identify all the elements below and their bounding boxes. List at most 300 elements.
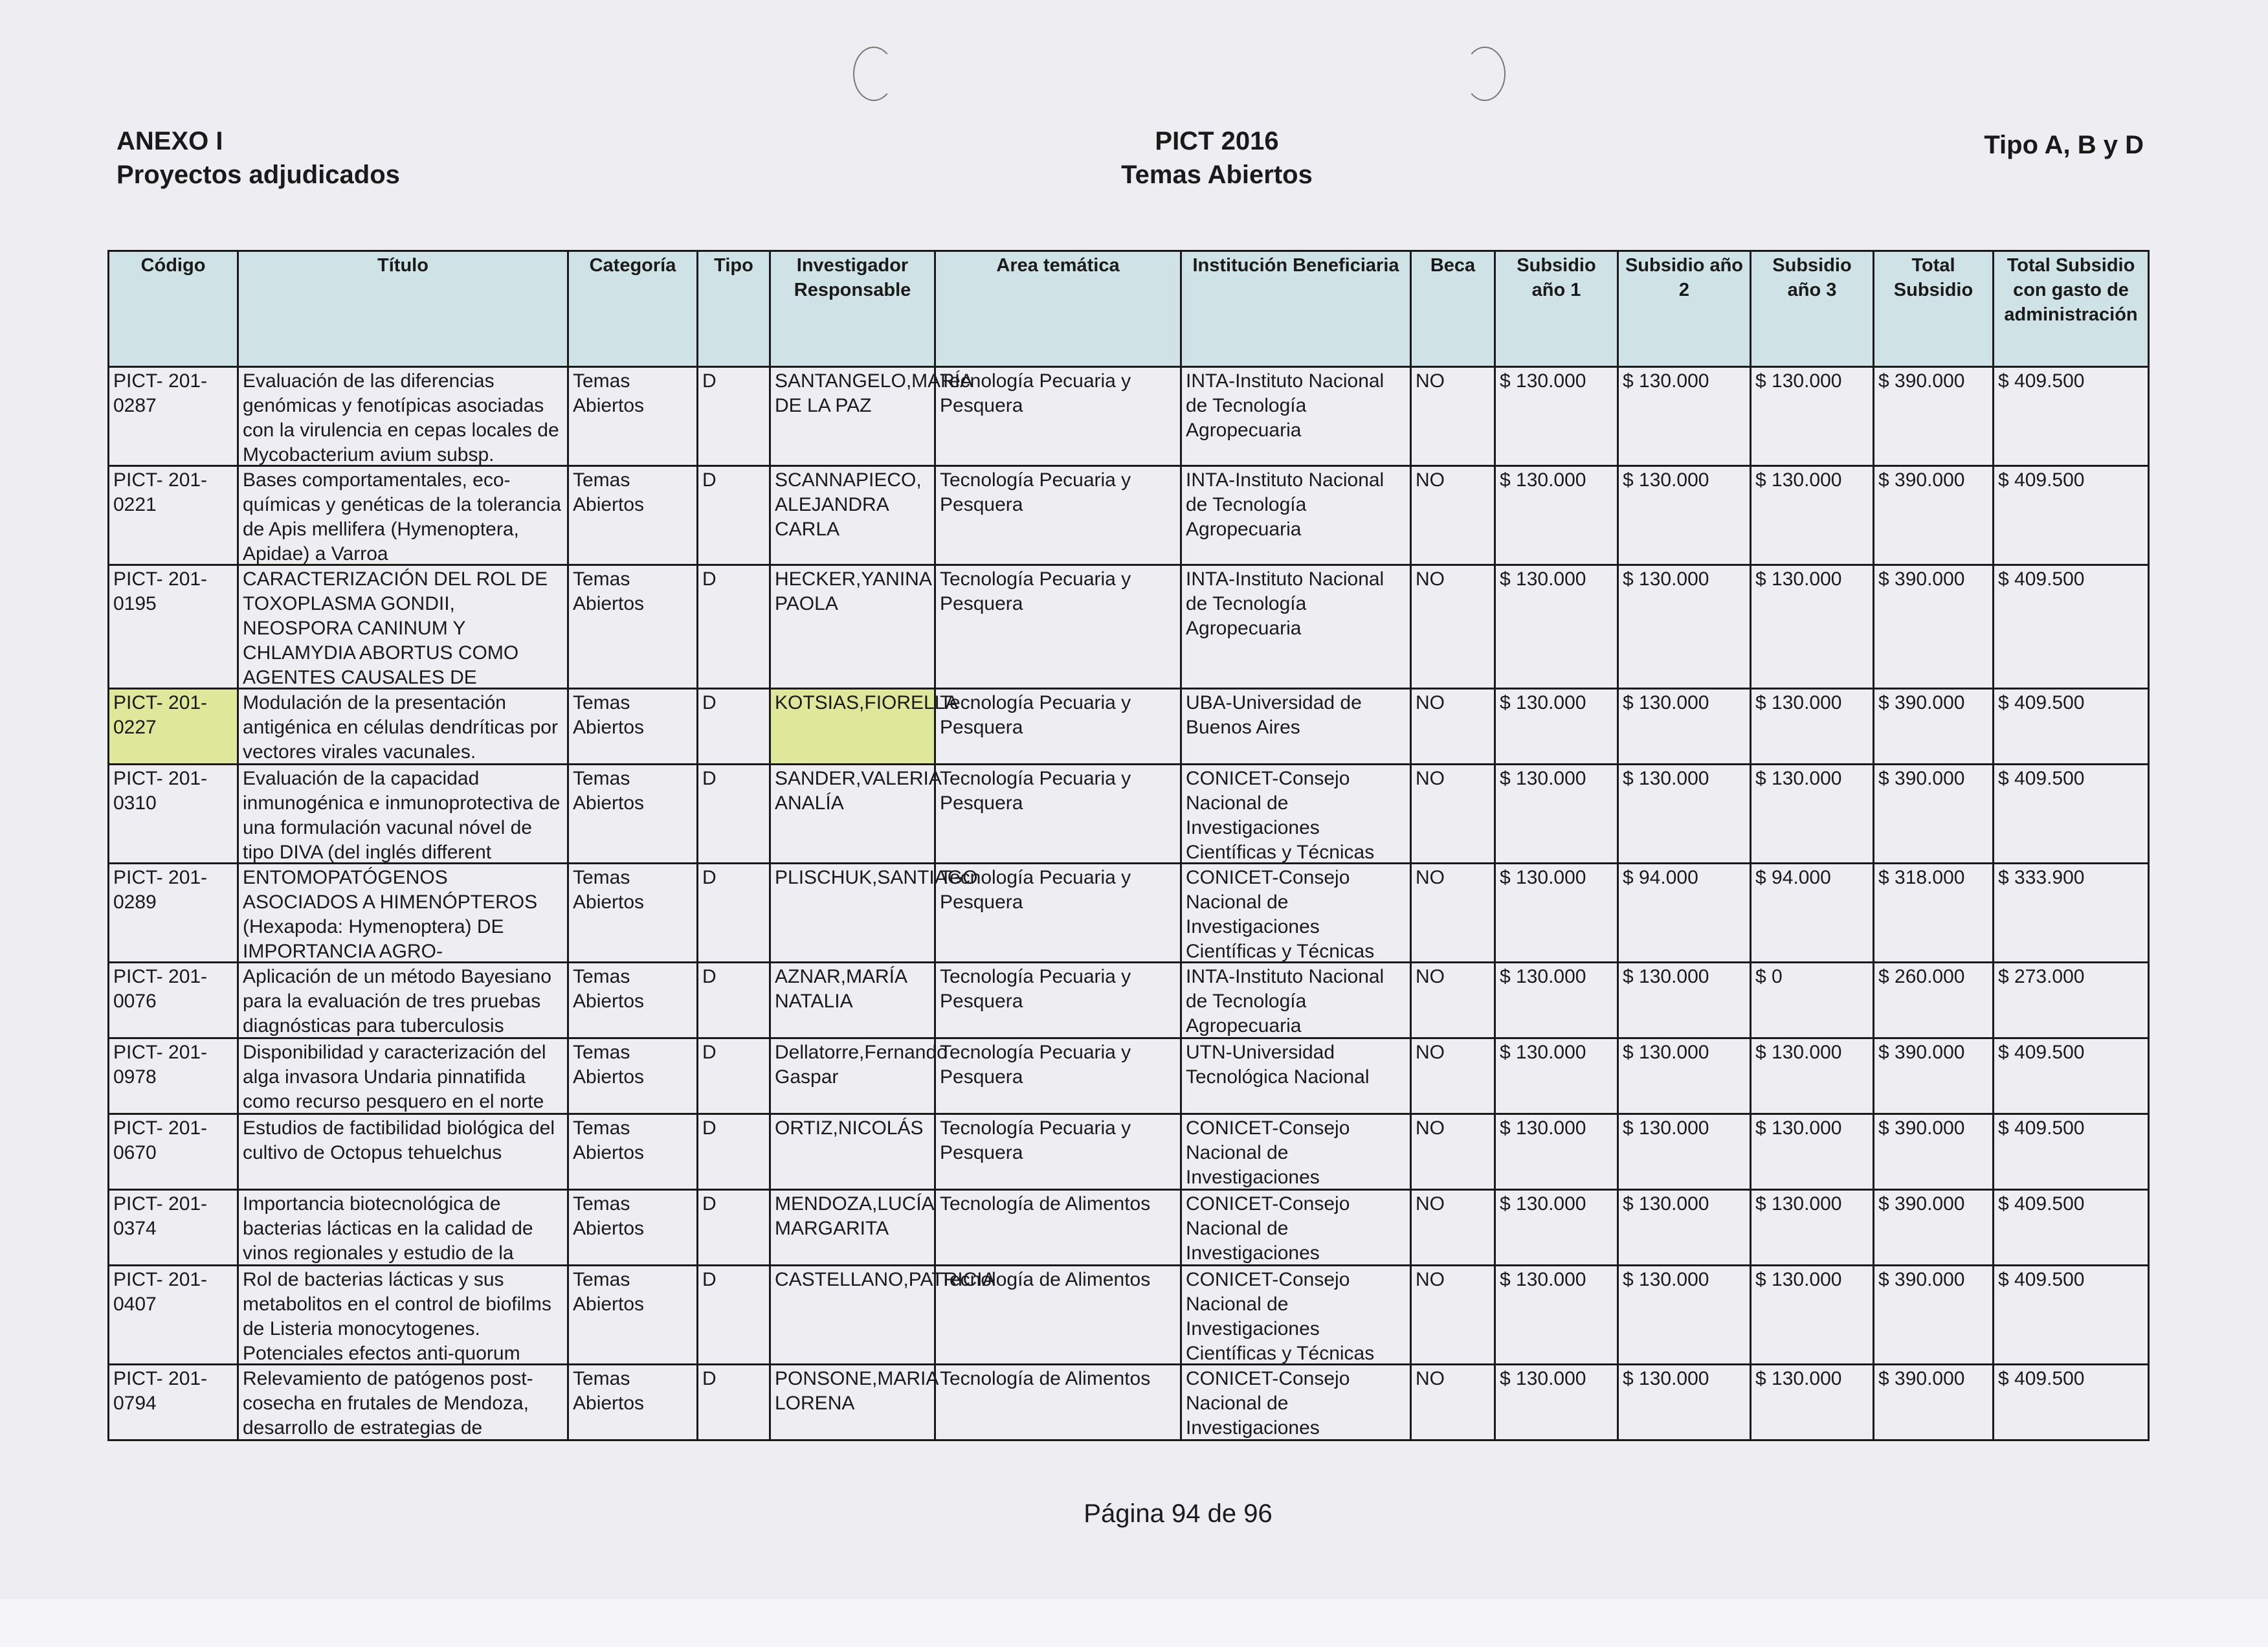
area-text: Tecnología Pecuaria y Pesquera <box>940 1042 1131 1088</box>
codigo-cell <box>109 565 238 689</box>
beca-cell <box>1411 367 1495 466</box>
tipo-cell <box>698 1190 770 1266</box>
categoria-text: Temas Abiertos <box>573 768 645 814</box>
area-cell <box>935 1266 1181 1365</box>
institucion-text: UBA-Universidad de Buenos Aires <box>1186 692 1362 738</box>
area-cell <box>935 1190 1181 1266</box>
tipo-text: D <box>702 469 717 491</box>
col-subsidio-2-header: Subsidio año 2 <box>1618 251 1751 367</box>
subsidio-1-text: $ 130.000 <box>1500 568 1586 590</box>
total-text: $ 390.000 <box>1878 1193 1965 1215</box>
footer-of: de <box>1207 1499 1237 1528</box>
beca-cell <box>1411 864 1495 963</box>
subsidio-2-cell <box>1618 1114 1751 1190</box>
categoria-cell <box>568 864 698 963</box>
subsidio-3-text: $ 130.000 <box>1755 469 1842 491</box>
area-cell <box>935 565 1181 689</box>
subsidio-3-text: $ 130.000 <box>1755 1368 1842 1389</box>
total-adm-cell <box>1994 367 2149 466</box>
total-cell <box>1874 1190 1994 1266</box>
tipo-cell <box>698 466 770 565</box>
titulo-cell <box>238 1038 568 1114</box>
col-investigador-header: Investigador Responsable <box>770 251 935 367</box>
subsidio-3-text: $ 130.000 <box>1755 1193 1842 1215</box>
investigador-text: SANDER,VALERIA ANALÍA <box>775 768 941 814</box>
investigador-cell <box>770 565 935 689</box>
titulo-cell <box>238 1266 568 1365</box>
codigo-text: PICT- 201- 0978 <box>113 1042 208 1088</box>
table-row <box>109 367 2149 466</box>
beca-text: NO <box>1416 1193 1445 1215</box>
titulo-text: Evaluación de las diferencias genómicas y fenotípicas asociadas con la virulencia en cepas locales de Mycobacterium avium subsp. <box>243 370 559 465</box>
total-cell <box>1874 1266 1994 1365</box>
institucion-cell <box>1181 1365 1411 1440</box>
codigo-cell <box>109 689 238 765</box>
subsidio-1-cell <box>1495 1038 1618 1114</box>
tipo-cell <box>698 963 770 1038</box>
tipo-text: D <box>702 1193 717 1215</box>
total-adm-text: $ 409.500 <box>1998 1269 2085 1290</box>
categoria-cell <box>568 1365 698 1440</box>
total-text: $ 390.000 <box>1878 692 1965 713</box>
investigador-text: SCANNAPIECO, ALEJANDRA CARLA <box>775 469 922 540</box>
codigo-cell <box>109 466 238 565</box>
total-adm-cell <box>1994 1190 2149 1266</box>
total-text: $ 390.000 <box>1878 1042 1965 1063</box>
codigo-text: PICT- 201- 0374 <box>113 1193 208 1239</box>
categoria-text: Temas Abiertos <box>573 1269 645 1315</box>
investigador-text: KOTSIAS,FIORELLA <box>775 692 959 713</box>
footer-prefix: Página <box>1084 1499 1164 1528</box>
institucion-cell <box>1181 1266 1411 1365</box>
table-row <box>109 963 2149 1038</box>
subsidio-2-cell <box>1618 1038 1751 1114</box>
categoria-text: Temas Abiertos <box>573 370 645 416</box>
investigador-text: SANTANGELO,MARÍA DE LA PAZ <box>775 370 972 416</box>
categoria-cell <box>568 367 698 466</box>
area-cell <box>935 466 1181 565</box>
subsidio-3-cell <box>1751 765 1874 864</box>
program-subtitle: Temas Abiertos <box>1121 161 1313 189</box>
tipo-cell <box>698 1365 770 1440</box>
table-row <box>109 1266 2149 1365</box>
institucion-text: CONICET-Consejo Nacional de Investigaciones Científicas y Técnicas <box>1186 768 1375 863</box>
total-adm-text: $ 409.500 <box>1998 568 2085 590</box>
subsidio-1-text: $ 130.000 <box>1500 370 1586 392</box>
subsidio-3-cell <box>1751 1190 1874 1266</box>
titulo-text: Disponibilidad y caracterización del alga invasora Undaria pinnatifida como recurso pesquero en el norte <box>243 1042 546 1112</box>
investigador-cell <box>770 963 935 1038</box>
codigo-text: PICT- 201- 0794 <box>113 1368 208 1414</box>
titulo-cell <box>238 367 568 466</box>
tipo-cell <box>698 1038 770 1114</box>
beca-cell <box>1411 466 1495 565</box>
annex-title: ANEXO I <box>117 127 223 155</box>
subsidio-3-cell <box>1751 367 1874 466</box>
subsidio-2-text: $ 130.000 <box>1623 966 1709 987</box>
institucion-text: CONICET-Consejo Nacional de Investigaciones Científicas y Técnicas <box>1186 867 1375 962</box>
total-adm-cell <box>1994 864 2149 963</box>
subsidio-3-cell <box>1751 1266 1874 1365</box>
titulo-cell <box>238 1114 568 1190</box>
subsidio-1-cell <box>1495 765 1618 864</box>
total-text: $ 390.000 <box>1878 370 1965 392</box>
subsidio-2-cell <box>1618 963 1751 1038</box>
tipo-cell <box>698 1266 770 1365</box>
investigador-text: MENDOZA,LUCÍA MARGARITA <box>775 1193 934 1239</box>
total-adm-cell <box>1994 565 2149 689</box>
titulo-text: CARACTERIZACIÓN DEL ROL DE TOXOPLASMA GONDII, NEOSPORA CANINUM Y CHLAMYDIA ABORTUS COMO AGENTES CAUSALES DE <box>243 568 548 688</box>
annex-subtitle: Proyectos adjudicados <box>117 161 400 189</box>
subsidio-3-cell <box>1751 864 1874 963</box>
investigador-cell <box>770 864 978 963</box>
titulo-text: Estudios de factibilidad biológica del cultivo de Octopus tehuelchus <box>243 1117 555 1163</box>
total-adm-cell <box>1994 689 2149 765</box>
area-cell <box>935 367 1181 466</box>
institucion-text: INTA-Instituto Nacional de Tecnología Agropecuaria <box>1186 370 1384 441</box>
titulo-cell <box>238 565 568 689</box>
tipo-cell <box>698 367 770 466</box>
categoria-text: Temas Abiertos <box>573 469 645 515</box>
footer-total-pages: 96 <box>1243 1499 1273 1528</box>
total-adm-text: $ 409.500 <box>1998 1117 2085 1139</box>
investigador-text: HECKER,YANINA PAOLA <box>775 568 931 614</box>
col-codigo-header: Código <box>109 251 238 367</box>
area-text: Tecnología Pecuaria y Pesquera <box>940 768 1131 814</box>
categoria-cell <box>568 565 698 689</box>
beca-cell <box>1411 689 1495 765</box>
table-row <box>109 765 2149 864</box>
total-adm-cell <box>1994 1365 2149 1440</box>
codigo-text: PICT- 201- 0195 <box>113 568 208 614</box>
subsidio-2-cell <box>1618 466 1751 565</box>
categoria-cell <box>568 689 698 765</box>
codigo-cell <box>109 367 238 466</box>
investigador-text: PONSONE,MARIA LORENA <box>775 1368 938 1414</box>
total-text: $ 390.000 <box>1878 469 1965 491</box>
total-text: $ 390.000 <box>1878 1117 1965 1139</box>
beca-text: NO <box>1416 568 1445 590</box>
subsidio-3-text: $ 130.000 <box>1755 370 1842 392</box>
titulo-cell <box>238 765 568 864</box>
total-text: $ 390.000 <box>1878 568 1965 590</box>
tipo-text: D <box>702 568 717 590</box>
investigador-text: AZNAR,MARÍA NATALIA <box>775 966 907 1012</box>
total-cell <box>1874 864 1994 963</box>
subsidio-3-cell <box>1751 1038 1874 1114</box>
table-row <box>109 466 2149 565</box>
table-row <box>109 1365 2149 1440</box>
area-cell <box>935 765 1181 864</box>
subsidio-3-text: $ 130.000 <box>1755 692 1842 713</box>
subsidio-1-text: $ 130.000 <box>1500 966 1586 987</box>
tipo-text: D <box>702 1269 717 1290</box>
beca-text: NO <box>1416 1368 1445 1389</box>
subsidio-3-text: $ 130.000 <box>1755 1117 1842 1139</box>
titulo-cell <box>238 1365 568 1440</box>
subsidio-1-text: $ 130.000 <box>1500 1269 1586 1290</box>
area-cell <box>935 1365 1181 1440</box>
subsidio-2-cell <box>1618 1190 1751 1266</box>
codigo-cell <box>109 963 238 1038</box>
subsidio-1-cell <box>1495 1190 1618 1266</box>
institucion-cell <box>1181 1114 1411 1190</box>
subsidio-3-text: $ 0 <box>1755 966 1783 987</box>
investigador-cell <box>770 1114 935 1190</box>
total-cell <box>1874 1114 1994 1190</box>
beca-cell <box>1411 765 1495 864</box>
codigo-cell <box>109 1190 238 1266</box>
header-center <box>1036 124 1398 192</box>
area-cell <box>935 1038 1181 1114</box>
area-text: Tecnología Pecuaria y Pesquera <box>940 568 1131 614</box>
investigador-cell <box>770 1190 935 1266</box>
total-adm-text: $ 273.000 <box>1998 966 2085 987</box>
subsidio-2-text: $ 130.000 <box>1623 1042 1709 1063</box>
total-adm-text: $ 409.500 <box>1998 1042 2085 1063</box>
page-footer <box>971 1499 1385 1529</box>
subsidio-2-text: $ 130.000 <box>1623 1368 1709 1389</box>
institucion-cell <box>1181 565 1411 689</box>
codigo-cell <box>109 1038 238 1114</box>
page-bottom-margin <box>0 1599 2268 1647</box>
titulo-text: Evaluación de la capacidad inmunogénica e inmunoprotectiva de una formulación vacunal nóvel de tipo DIVA (del inglés different <box>243 768 561 863</box>
subsidio-2-cell <box>1618 565 1751 689</box>
institucion-cell <box>1181 864 1411 963</box>
total-adm-cell <box>1994 765 2149 864</box>
total-adm-text: $ 409.500 <box>1998 370 2085 392</box>
tipo-text: D <box>702 1042 717 1063</box>
header-left <box>117 124 400 192</box>
subsidio-1-text: $ 130.000 <box>1500 1193 1586 1215</box>
area-text: Tecnología Pecuaria y Pesquera <box>940 867 1131 913</box>
subsidio-2-cell <box>1618 1365 1751 1440</box>
tipo-cell <box>698 864 770 963</box>
titulo-cell <box>238 963 568 1038</box>
institucion-text: CONICET-Consejo Nacional de Investigaciones <box>1186 1193 1350 1264</box>
subsidio-2-cell <box>1618 765 1751 864</box>
tipo-text: D <box>702 692 717 713</box>
beca-cell <box>1411 1190 1495 1266</box>
total-cell <box>1874 367 1994 466</box>
investigador-text: PLISCHUK,SANTIAGO <box>775 867 978 888</box>
col-categoria-header: Categoría <box>568 251 698 367</box>
subsidio-2-text: $ 130.000 <box>1623 692 1709 713</box>
institucion-text: CONICET-Consejo Nacional de Investigaciones <box>1186 1117 1350 1188</box>
area-text: Tecnología de Alimentos <box>940 1368 1151 1389</box>
total-text: $ 390.000 <box>1878 1269 1965 1290</box>
codigo-cell <box>109 1266 238 1365</box>
total-cell <box>1874 689 1994 765</box>
total-cell <box>1874 1365 1994 1440</box>
subsidio-3-cell <box>1751 1114 1874 1190</box>
total-cell <box>1874 765 1994 864</box>
total-adm-text: $ 409.500 <box>1998 1193 2085 1215</box>
col-subsidio-1-header: Subsidio año 1 <box>1495 251 1618 367</box>
categoria-cell <box>568 1190 698 1266</box>
subsidio-3-text: $ 130.000 <box>1755 568 1842 590</box>
area-text: Tecnología Pecuaria y Pesquera <box>940 966 1131 1012</box>
table-row <box>109 864 2149 963</box>
subsidio-2-text: $ 130.000 <box>1623 1269 1709 1290</box>
subsidio-2-cell <box>1618 689 1751 765</box>
institucion-cell <box>1181 765 1411 864</box>
categoria-cell <box>568 1266 698 1365</box>
categoria-text: Temas Abiertos <box>573 966 645 1012</box>
investigador-cell <box>770 765 941 864</box>
subsidio-2-cell <box>1618 864 1751 963</box>
categoria-cell <box>568 466 698 565</box>
subsidio-3-text: $ 130.000 <box>1755 768 1842 789</box>
subsidio-3-text: $ 130.000 <box>1755 1269 1842 1290</box>
tipo-cell <box>698 1114 770 1190</box>
codigo-text: PICT- 201- 0287 <box>113 370 208 416</box>
categoria-text: Temas Abiertos <box>573 1042 645 1088</box>
subsidio-1-cell <box>1495 367 1618 466</box>
institucion-cell <box>1181 1190 1411 1266</box>
categoria-cell <box>568 1114 698 1190</box>
beca-cell <box>1411 1038 1495 1114</box>
beca-text: NO <box>1416 692 1445 713</box>
subsidio-1-text: $ 130.000 <box>1500 1117 1586 1139</box>
investigador-cell <box>770 466 935 565</box>
total-adm-cell <box>1994 1114 2149 1190</box>
total-adm-text: $ 333.900 <box>1998 867 2085 888</box>
institucion-text: CONICET-Consejo Nacional de Investigaciones Científicas y Técnicas <box>1186 1269 1375 1364</box>
categoria-text: Temas Abiertos <box>573 867 645 913</box>
investigador-cell <box>770 689 959 765</box>
total-adm-text: $ 409.500 <box>1998 469 2085 491</box>
beca-cell <box>1411 963 1495 1038</box>
punch-hole-right <box>1464 47 1506 101</box>
titulo-text: Bases comportamentales, eco-químicas y genéticas de la tolerancia de Apis mellifera (Hymenoptera, Apidae) a Varroa <box>243 469 561 565</box>
total-cell <box>1874 466 1994 565</box>
institucion-cell <box>1181 367 1411 466</box>
total-text: $ 318.000 <box>1878 867 1965 888</box>
area-text: Tecnología de Alimentos <box>940 1269 1151 1290</box>
area-text: Tecnología Pecuaria y Pesquera <box>940 1117 1131 1163</box>
subsidio-2-text: $ 130.000 <box>1623 370 1709 392</box>
total-cell <box>1874 565 1994 689</box>
area-text: Tecnología de Alimentos <box>940 1193 1151 1215</box>
table-row <box>109 565 2149 689</box>
subsidio-2-text: $ 94.000 <box>1623 867 1698 888</box>
col-titulo-header: Título <box>238 251 568 367</box>
area-cell <box>935 689 1181 765</box>
total-cell <box>1874 963 1994 1038</box>
table-row <box>109 1114 2149 1190</box>
punch-hole-left <box>853 47 895 101</box>
tipo-cell <box>698 689 770 765</box>
subsidio-1-text: $ 130.000 <box>1500 469 1586 491</box>
categoria-text: Temas Abiertos <box>573 1368 645 1414</box>
beca-text: NO <box>1416 370 1445 392</box>
categoria-text: Temas Abiertos <box>573 568 645 614</box>
investigador-text: ORTIZ,NICOLÁS <box>775 1117 924 1139</box>
institucion-text: UTN-Universidad Tecnológica Nacional <box>1186 1042 1370 1088</box>
footer-page-number: 94 <box>1171 1499 1201 1528</box>
total-text: $ 390.000 <box>1878 1368 1965 1389</box>
investigador-text: CASTELLANO,PATRICIA <box>775 1269 995 1290</box>
col-tipo-header: Tipo <box>698 251 770 367</box>
col-total-header: Total Subsidio <box>1874 251 1994 367</box>
codigo-text: PICT- 201- 0310 <box>113 768 208 814</box>
codigo-cell <box>109 864 238 963</box>
tipo-text: D <box>702 867 717 888</box>
titulo-cell <box>238 689 568 765</box>
titulo-text: Modulación de la presentación antigénica en células dendríticas por vectores virales vacunales. <box>243 692 558 763</box>
subsidio-2-text: $ 130.000 <box>1623 469 1709 491</box>
titulo-text: ENTOMOPATÓGENOS ASOCIADOS A HIMENÓPTEROS (Hexapoda: Hymenoptera) DE IMPORTANCIA AGRO- <box>243 867 538 962</box>
subsidio-2-cell <box>1618 1266 1751 1365</box>
total-text: $ 390.000 <box>1878 768 1965 789</box>
area-cell <box>935 864 1181 963</box>
col-total-adm-header: Total Subsidio con gasto de administración <box>1994 251 2149 367</box>
subsidio-1-cell <box>1495 565 1618 689</box>
area-cell <box>935 963 1181 1038</box>
area-text: Tecnología Pecuaria y Pesquera <box>940 469 1131 515</box>
col-area-header: Area temática <box>935 251 1181 367</box>
institucion-text: INTA-Instituto Nacional de Tecnología Agropecuaria <box>1186 966 1384 1036</box>
codigo-text: PICT- 201- 0221 <box>113 469 208 515</box>
investigador-cell <box>770 367 972 466</box>
categoria-text: Temas Abiertos <box>573 1117 645 1163</box>
titulo-text: Rol de bacterias lácticas y sus metabolitos en el control de biofilms de Listeria monocytogenes. Potenciales efectos anti-quorum <box>243 1269 551 1364</box>
categoria-cell <box>568 765 698 864</box>
area-cell <box>935 1114 1181 1190</box>
subsidio-3-cell <box>1751 689 1874 765</box>
subsidio-3-text: $ 130.000 <box>1755 1042 1842 1063</box>
subsidio-3-text: $ 94.000 <box>1755 867 1831 888</box>
tipo-cell <box>698 565 770 689</box>
subsidio-1-text: $ 130.000 <box>1500 1042 1586 1063</box>
institucion-cell <box>1181 963 1411 1038</box>
program-title: PICT 2016 <box>1155 127 1279 155</box>
titulo-cell <box>238 1190 568 1266</box>
tipo-text: D <box>702 1117 717 1139</box>
subsidio-1-cell <box>1495 963 1618 1038</box>
subsidio-1-cell <box>1495 864 1618 963</box>
codigo-text: PICT- 201- 0289 <box>113 867 208 913</box>
col-institucion-header: Institución Beneficiaria <box>1181 251 1411 367</box>
total-adm-text: $ 409.500 <box>1998 768 2085 789</box>
beca-cell <box>1411 1114 1495 1190</box>
subsidio-1-text: $ 130.000 <box>1500 1368 1586 1389</box>
total-adm-text: $ 409.500 <box>1998 692 2085 713</box>
categoria-cell <box>568 963 698 1038</box>
tipo-text: D <box>702 768 717 789</box>
subsidio-1-cell <box>1495 1365 1618 1440</box>
codigo-text: PICT- 201- 0670 <box>113 1117 208 1163</box>
institucion-cell <box>1181 1038 1411 1114</box>
investigador-cell <box>770 1266 995 1365</box>
projects-table <box>107 250 2150 1441</box>
institucion-cell <box>1181 466 1411 565</box>
categoria-text: Temas Abiertos <box>573 692 645 738</box>
subsidio-1-cell <box>1495 466 1618 565</box>
table-row <box>109 689 2149 765</box>
subsidio-1-text: $ 130.000 <box>1500 867 1586 888</box>
subsidio-2-text: $ 130.000 <box>1623 1193 1709 1215</box>
area-text: Tecnología Pecuaria y Pesquera <box>940 370 1131 416</box>
subsidio-3-cell <box>1751 1365 1874 1440</box>
codigo-text: PICT- 201- 0076 <box>113 966 208 1012</box>
institucion-text: INTA-Instituto Nacional de Tecnología Agropecuaria <box>1186 568 1384 639</box>
table-header-row <box>109 251 2149 367</box>
subsidio-1-cell <box>1495 1114 1618 1190</box>
subsidio-3-cell <box>1751 963 1874 1038</box>
beca-cell <box>1411 565 1495 689</box>
